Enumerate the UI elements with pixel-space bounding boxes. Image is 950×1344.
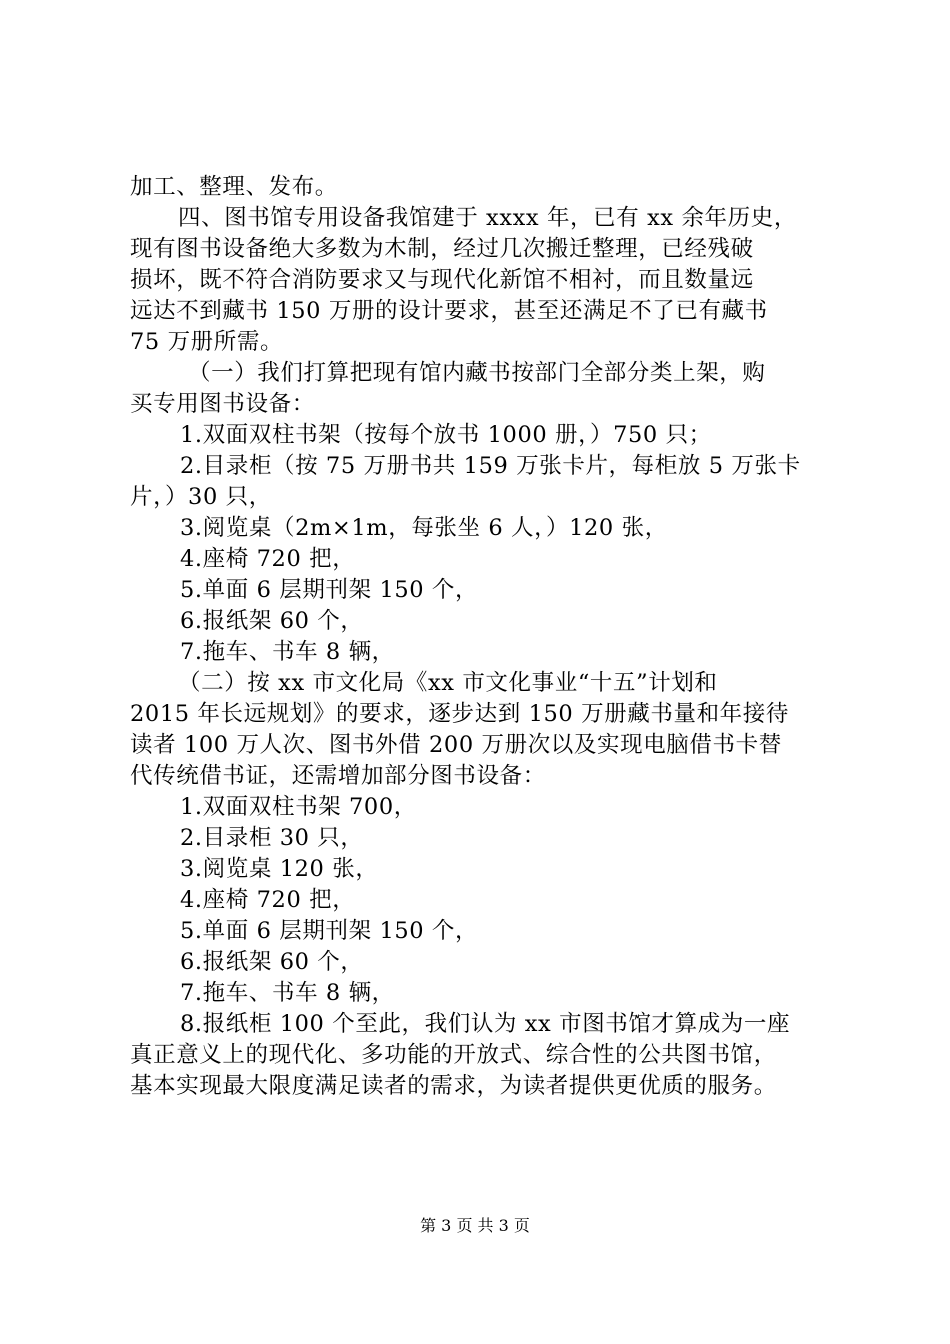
body-line: 基本实现最大限度满足读者的需求，为读者提供更优质的服务。: [130, 1073, 777, 1099]
list-item: 5.单面 6 层期刊架 150 个，: [180, 918, 479, 944]
body-line: 读者 100 万人次、图书外借 200 万册次以及实现电脑借书卡替: [130, 732, 782, 758]
paragraph-heading-four: 四、图书馆专用设备我馆建于 xxxx 年，已有 xx 余年历史，: [178, 205, 797, 231]
document-body: [130, 172, 835, 1102]
list-item: 1.双面双柱书架 700，: [180, 794, 417, 820]
list-item: 8.报纸柜 100 个至此，我们认为 xx 市图书馆才算成为一座: [180, 1011, 791, 1037]
body-line: 买专用图书设备：: [130, 391, 315, 417]
list-item: 2.目录柜 30 只，: [180, 825, 364, 851]
body-line: 片，）30 只，: [130, 484, 272, 510]
subsection-one: （一）我们打算把现有馆内藏书按部门全部分类上架，购: [188, 360, 766, 386]
page-number-footer: 第 3 页 共 3 页: [420, 1216, 530, 1235]
list-item: 3.阅览桌（2m×1m，每张坐 6 人，）120 张，: [180, 515, 668, 541]
list-item: 3.阅览桌 120 张，: [180, 856, 379, 882]
body-line: 75 万册所需。: [130, 329, 284, 355]
list-item: 4.座椅 720 把，: [180, 546, 356, 572]
body-line: 2015 年长远规划》的要求，逐步达到 150 万册藏书量和年接待: [130, 701, 789, 727]
body-line: 代传统借书证，还需增加部分图书设备：: [130, 763, 546, 789]
body-line: 加工、整理、发布。: [130, 174, 338, 200]
list-item: 6.报纸架 60 个，: [180, 608, 364, 634]
list-item: 7.拖车、书车 8 辆，: [180, 980, 395, 1006]
list-item: 4.座椅 720 把，: [180, 887, 356, 913]
list-item: 2.目录柜（按 75 万册书共 159 万张卡片，每柜放 5 万张卡: [180, 453, 801, 479]
list-item: 7.拖车、书车 8 辆，: [180, 639, 395, 665]
body-line: 真正意义上的现代化、多功能的开放式、综合性的公共图书馆，: [130, 1042, 777, 1068]
list-item: 1.双面双柱书架（按每个放书 1000 册，）750 只；: [180, 422, 712, 448]
subsection-two: （二）按 xx 市文化局《xx 市文化事业“十五”计划和: [178, 670, 718, 696]
list-item: 5.单面 6 层期刊架 150 个，: [180, 577, 479, 603]
list-item: 6.报纸架 60 个，: [180, 949, 364, 975]
body-line: 损坏，既不符合消防要求又与现代化新馆不相衬，而且数量远: [130, 267, 754, 293]
body-line: 远达不到藏书 150 万册的设计要求，甚至还满足不了已有藏书: [130, 298, 768, 324]
body-line: 现有图书设备绝大多数为木制，经过几次搬迁整理，已经残破: [130, 236, 754, 262]
